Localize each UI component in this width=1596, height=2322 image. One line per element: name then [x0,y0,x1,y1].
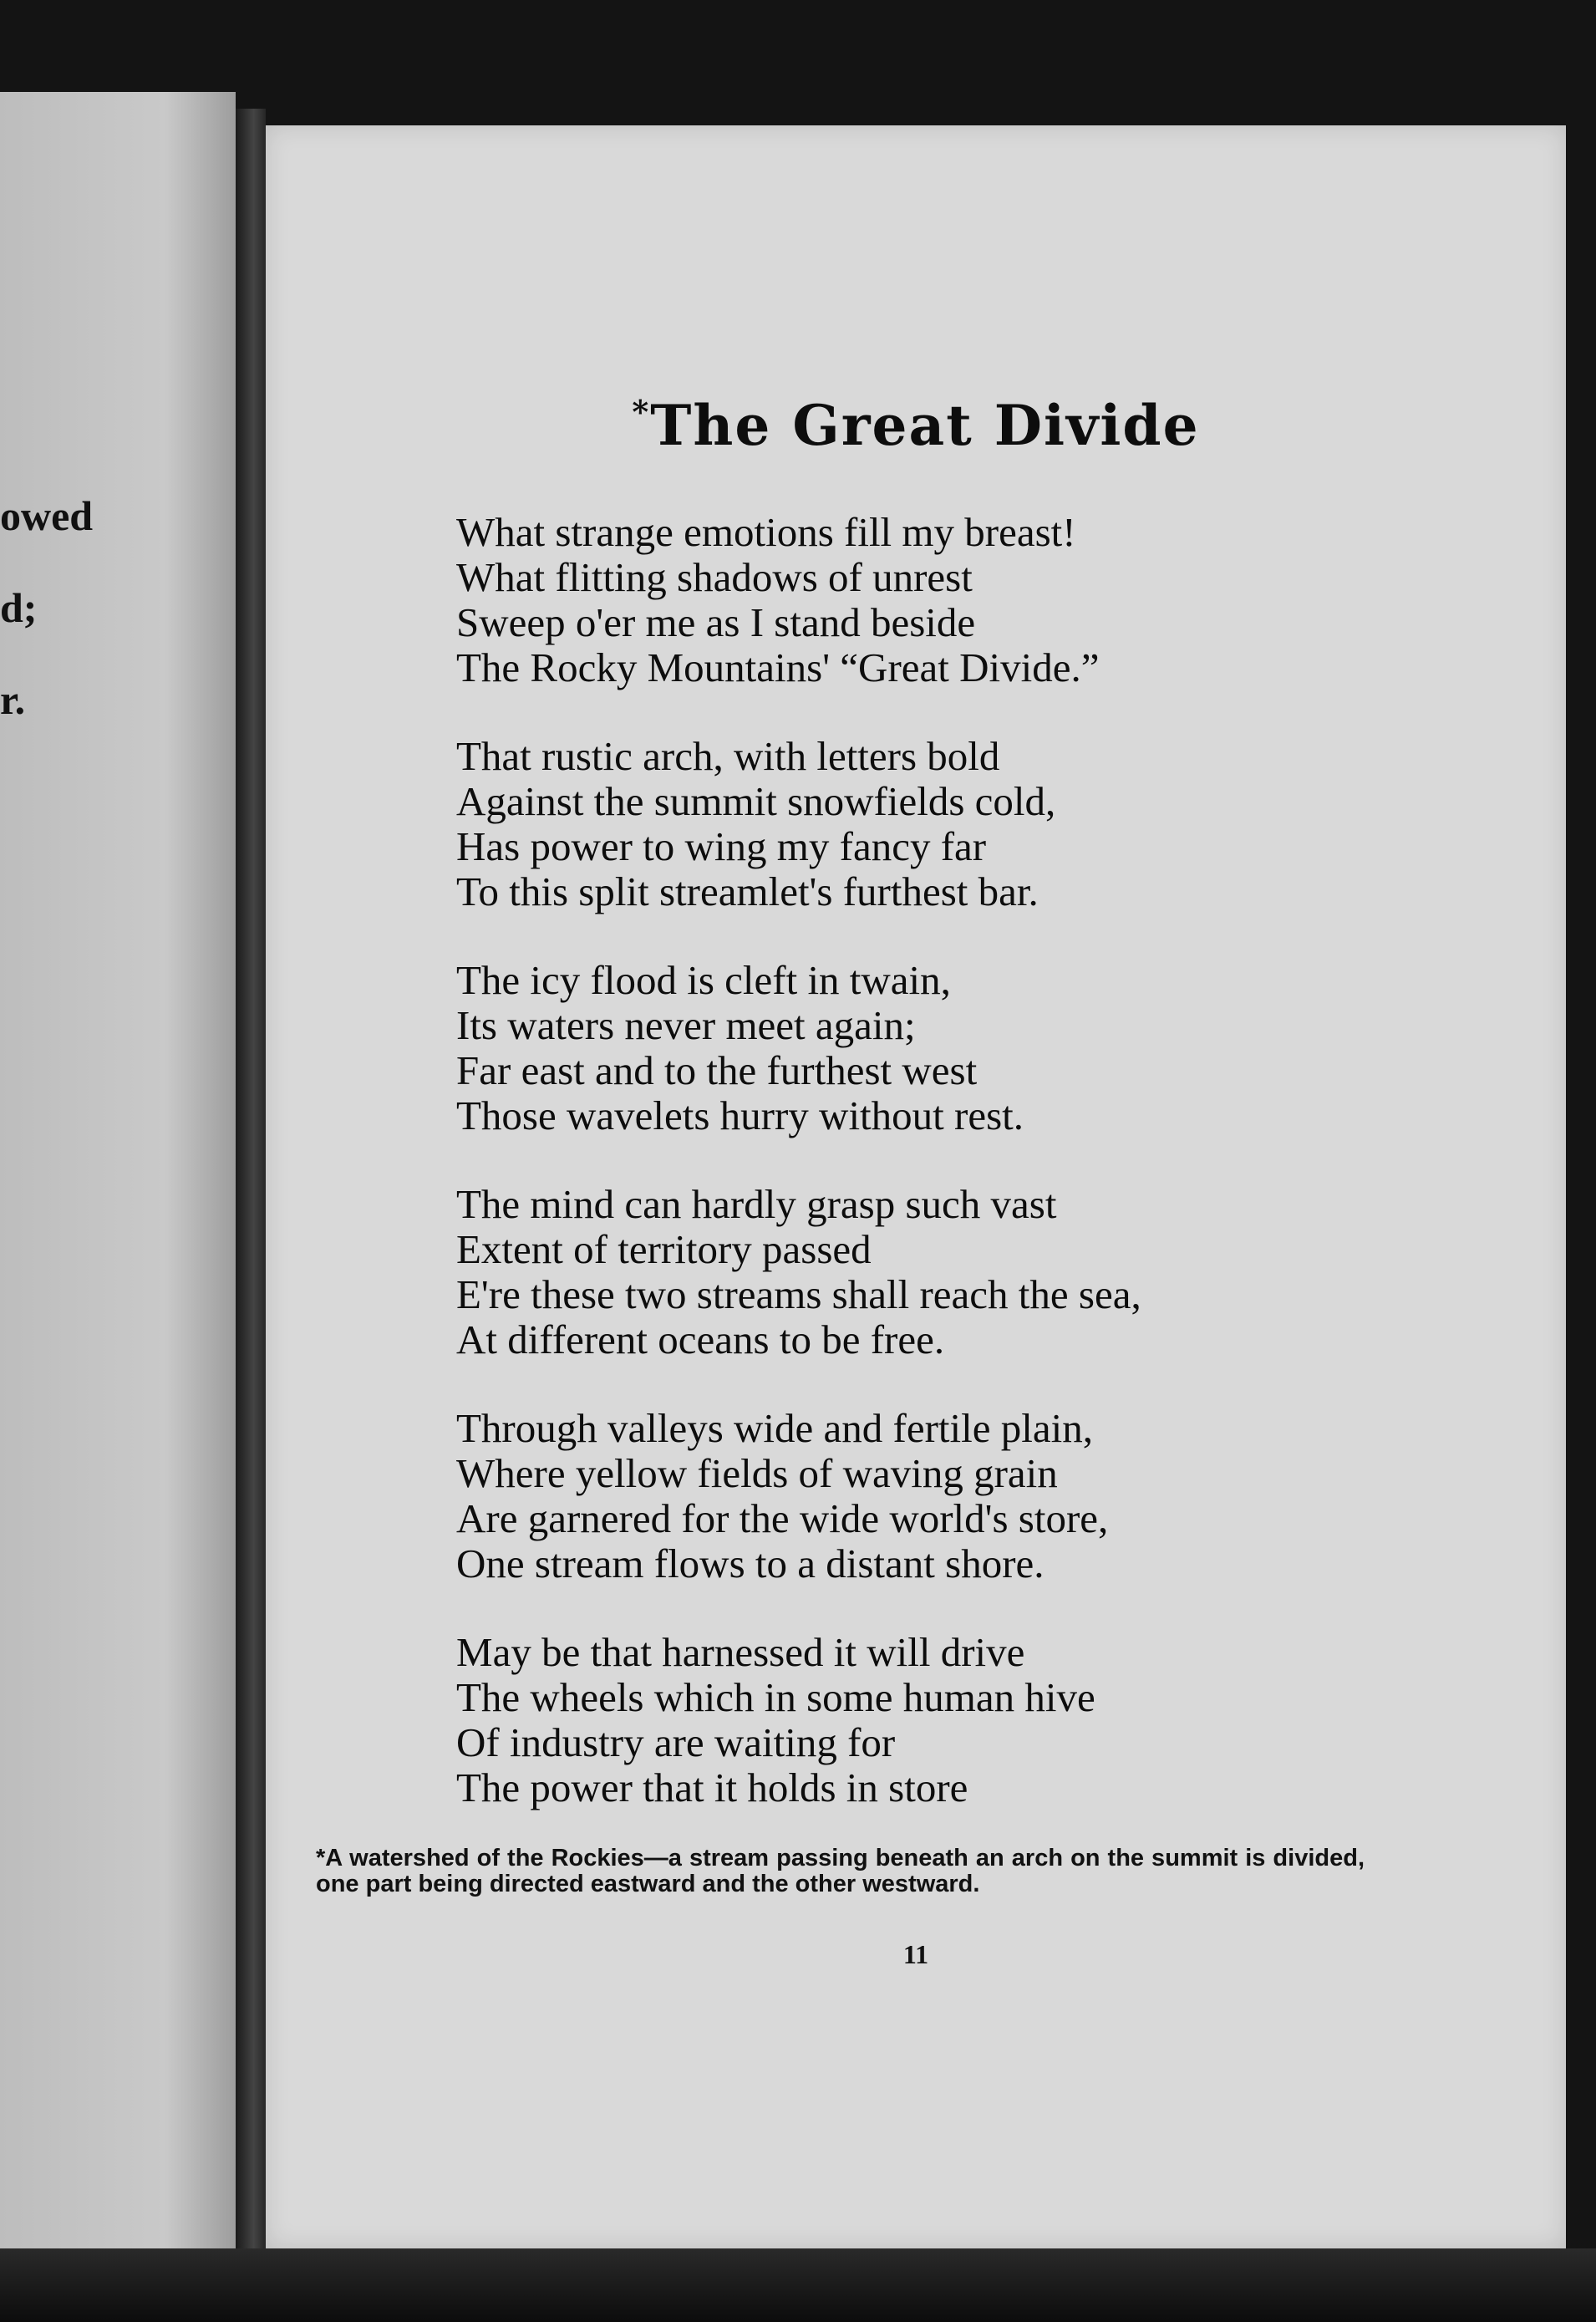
poem-line: The Rocky Mountains' “Great Divide.” [456,644,1100,690]
poem-line: What flitting shadows of unrest [456,554,973,600]
poem-line: Through valleys wide and fertile plain, [456,1405,1093,1451]
left-page-edge [0,92,236,2248]
stanza [456,510,1141,690]
poem-line: The icy flood is cleft in twain, [456,957,951,1003]
left-page-fragment: r. [0,676,26,723]
poem-line: Sweep o'er me as I stand beside [456,599,976,645]
title-footnote-marker: * [632,393,651,430]
stanza [456,1406,1141,1586]
poem-line: Extent of territory passed [456,1226,872,1272]
poem-line: Of industry are waiting for [456,1719,896,1765]
scanner-bottom-edge [0,2248,1596,2322]
stanza [456,734,1141,914]
poem-line: Far east and to the furthest west [456,1047,978,1093]
poem-line: At different oceans to be free. [456,1316,945,1362]
page-number: 11 [902,1939,929,1969]
left-page-fragment: owed [0,492,94,539]
poem-line: May be that harnessed it will drive [456,1629,1025,1675]
footnote: *A watershed of the Rockies—a stream passing beneath an arch on the summit is divided, one part being directed eastward and the other westward. [316,1845,1365,1897]
poem-line: E're these two streams shall reach the sea, [456,1271,1141,1317]
book-binding [236,109,266,2248]
poem-line: The power that it holds in store [456,1764,968,1810]
poem-line: To this split streamlet's furthest bar. [456,868,1039,914]
poem-line: That rustic arch, with letters bold [456,733,1000,779]
poem-line: Those wavelets hurry without rest. [456,1092,1024,1138]
right-page [266,125,1566,2248]
poem-line: The wheels which in some human hive [456,1674,1095,1720]
poem-line: The mind can hardly grasp such vast [456,1181,1057,1227]
poem-line: Its waters never meet again; [456,1002,916,1048]
poem-line: Are garnered for the wide world's store, [456,1495,1109,1541]
poem-line: Has power to wing my fancy far [456,823,987,869]
poem-line: Where yellow fields of waving grain [456,1450,1058,1496]
left-page-fragment: d; [0,584,38,631]
poem-line: Against the summit snowfields cold, [456,778,1056,824]
poem-title [266,393,1566,458]
poem-body [456,510,1141,1854]
stanza [456,1182,1141,1362]
stanza [456,1630,1141,1810]
stanza [456,958,1141,1138]
poem-line: One stream flows to a distant shore. [456,1540,1045,1586]
poem-title-text: The Great Divide [650,393,1200,458]
poem-line: What strange emotions fill my breast! [456,509,1076,555]
